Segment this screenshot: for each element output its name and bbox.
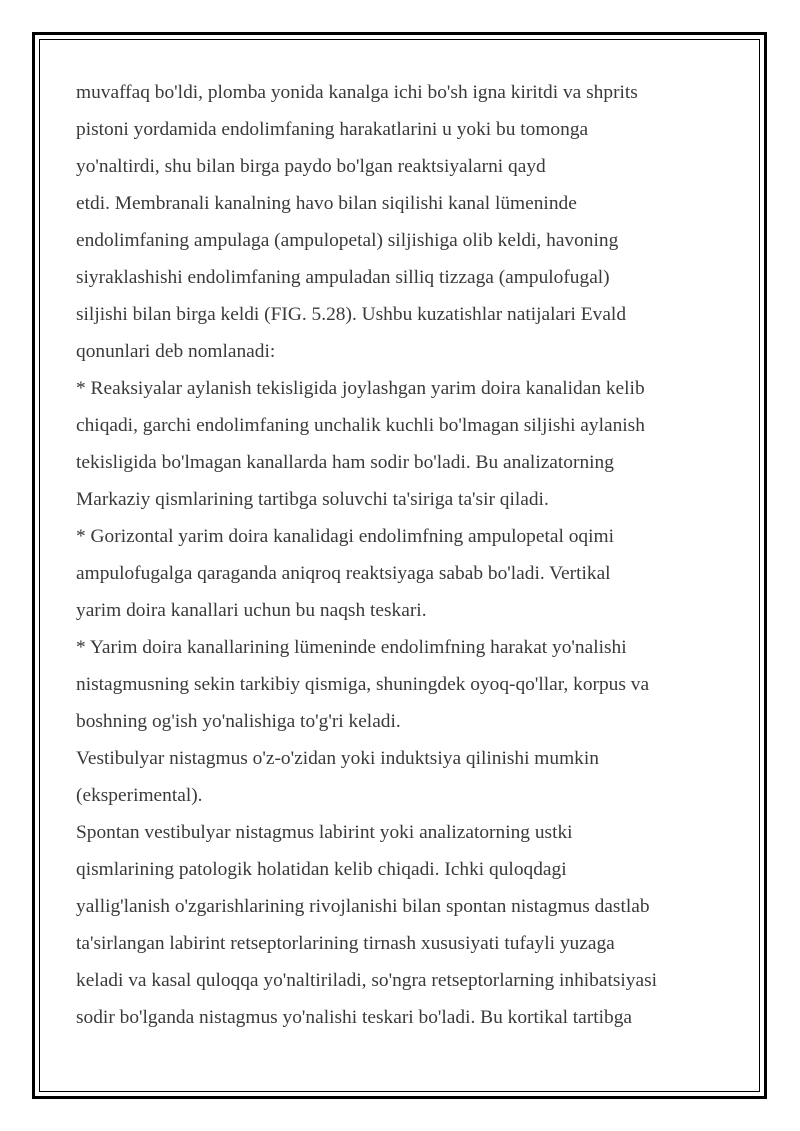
text-line: Vestibulyar nistagmus o'z-o'zidan yoki induktsiya qilinishi mumkin xyxy=(76,748,599,769)
text-line: ampulofugalga qaraganda aniqroq reaktsiyaga sabab bo'ladi. Vertikal xyxy=(76,563,611,584)
text-line: ta'sirlangan labirint retseptorlarining tirnash xususiyati tufayli yuzaga xyxy=(76,933,615,954)
text-line: (eksperimental). xyxy=(76,785,203,806)
document-text xyxy=(76,74,736,1036)
text-line: siljishi bilan birga keldi (FIG. 5.28). Ushbu kuzatishlar natijalari Evald xyxy=(76,304,627,325)
text-line: qonunlari deb nomlanadi: xyxy=(76,341,276,362)
text-line: siyraklashishi endolimfaning ampuladan silliq tizzaga (ampulofugal) xyxy=(76,267,610,288)
text-line: pistoni yordamida endolimfaning harakatlarini u yoki bu tomonga xyxy=(76,119,589,140)
text-line: yarim doira kanallari uchun bu naqsh teskari. xyxy=(76,600,427,621)
text-line: etdi. Membranali kanalning havo bilan siqilishi kanal lümeninde xyxy=(76,193,577,214)
text-line: boshning og'ish yo'nalishiga to'g'ri keladi. xyxy=(76,711,401,732)
text-line: * Yarim doira kanallarining lümeninde endolimfning harakat yo'nalishi xyxy=(76,637,627,658)
text-line: nistagmusning sekin tarkibiy qismiga, shuningdek oyoq-qo'llar, korpus va xyxy=(76,674,650,695)
text-line: yo'naltirdi, shu bilan birga paydo bo'lgan reaktsiyalarni qayd xyxy=(76,156,546,177)
text-line: qismlarining patologik holatidan kelib chiqadi. Ichki quloqdagi xyxy=(76,859,567,880)
text-line: * Reaksiyalar aylanish tekisligida joylashgan yarim doira kanalidan kelib xyxy=(76,378,645,399)
text-line: chiqadi, garchi endolimfaning unchalik kuchli bo'lmagan siljishi aylanish xyxy=(76,415,645,436)
text-line: * Gorizontal yarim doira kanalidagi endolimfning ampulopetal oqimi xyxy=(76,526,614,547)
text-line: Spontan vestibulyar nistagmus labirint yoki analizatorning ustki xyxy=(76,822,573,843)
text-line: tekisligida bo'lmagan kanallarda ham sodir bo'ladi. Bu analizatorning xyxy=(76,452,614,473)
text-line: endolimfaning ampulaga (ampulopetal) siljishiga olib keldi, havoning xyxy=(76,230,619,251)
text-line: sodir bo'lganda nistagmus yo'nalishi teskari bo'ladi. Bu kortikal tartibga xyxy=(76,1007,633,1028)
text-line: keladi va kasal quloqqa yo'naltiriladi, so'ngra retseptorlarning inhibatsiyasi xyxy=(76,970,658,991)
text-line: yallig'lanish o'zgarishlarining rivojlanishi bilan spontan nistagmus dastlab xyxy=(76,896,650,917)
text-line: Markaziy qismlarining tartibga soluvchi ta'siriga ta'sir qiladi. xyxy=(76,489,549,510)
text-line: muvaffaq bo'ldi, plomba yonida kanalga ichi bo'sh igna kiritdi va shprits xyxy=(76,82,638,103)
